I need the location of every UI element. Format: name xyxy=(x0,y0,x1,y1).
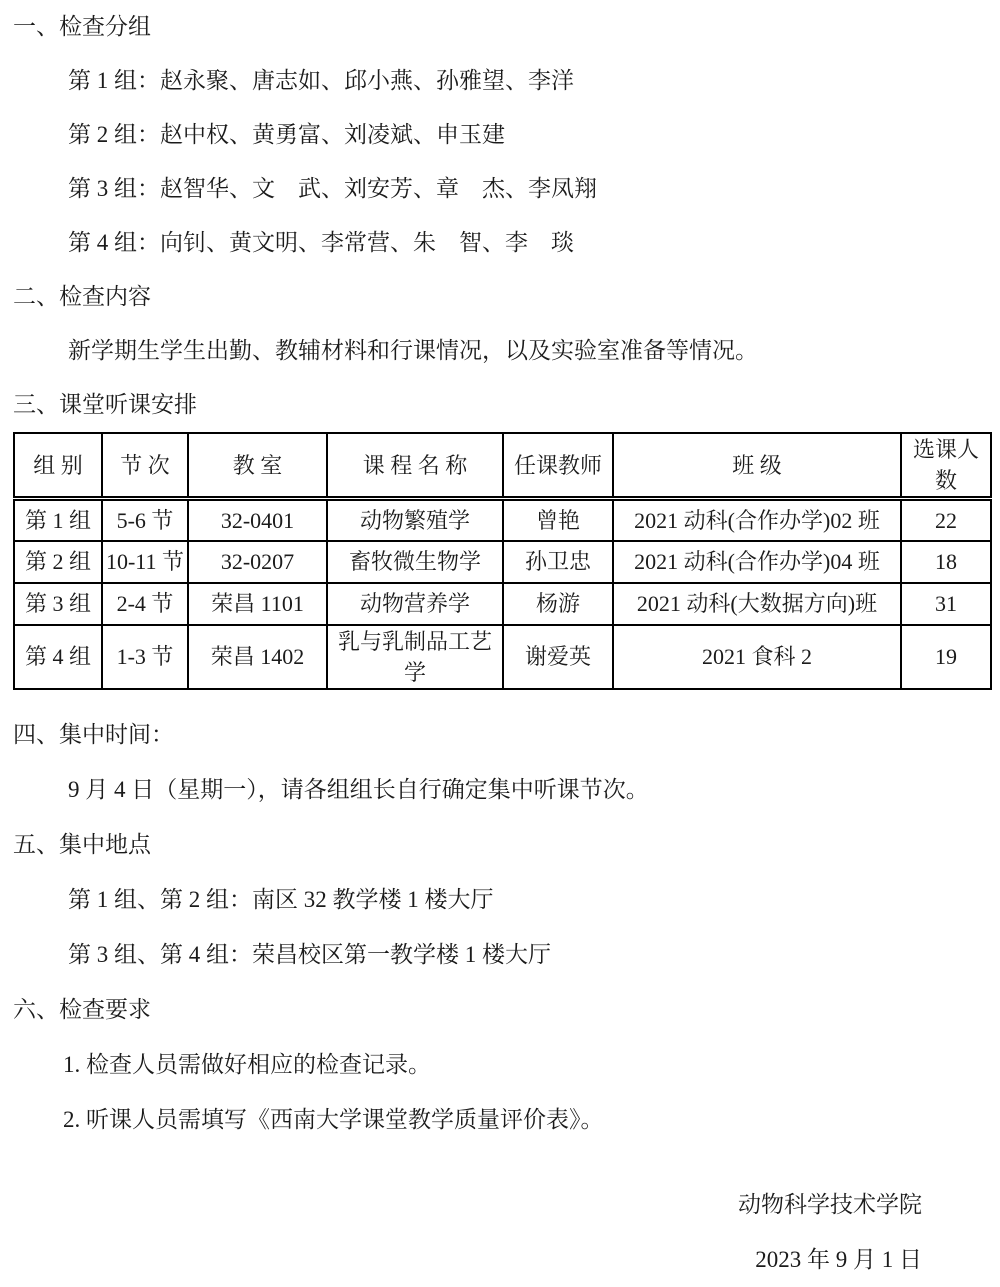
group-3-members: 第 3 组：赵智华、文 武、刘安芳、章 杰、李凤翔 xyxy=(68,176,597,201)
section-1-heading: 一、检查分组 xyxy=(13,14,151,39)
cell-classroom: 荣昌 1402 xyxy=(188,625,327,689)
cell-classroom: 32-0401 xyxy=(188,499,327,541)
lower-sections xyxy=(13,707,990,1147)
section-4-body: 9 月 4 日（星期一），请各组组长自行确定集中听课节次。 xyxy=(68,776,649,802)
table-header-row xyxy=(14,433,991,499)
section-6-heading: 六、检查要求 xyxy=(13,996,151,1022)
requirement-2: 2. 听课人员需填写《西南大学课堂教学质量评价表》。 xyxy=(63,1106,604,1132)
cell-enrollment: 22 xyxy=(901,499,991,541)
cell-course: 乳与乳制品工艺学 xyxy=(327,625,503,689)
cell-group: 第 2 组 xyxy=(14,541,102,583)
cell-class: 2021 动科(大数据方向)班 xyxy=(613,583,901,625)
cell-period: 2-4 节 xyxy=(102,583,188,625)
col-header-course: 课 程 名 称 xyxy=(327,433,503,499)
table-row xyxy=(14,625,991,689)
class-observation-schedule-table xyxy=(13,432,992,690)
cell-class: 2021 动科(合作办学)04 班 xyxy=(613,541,901,583)
cell-classroom: 32-0207 xyxy=(188,541,327,583)
section-2-body: 新学期生学生出勤、教辅材料和行课情况，以及实验室准备等情况。 xyxy=(68,338,758,363)
cell-group: 第 1 组 xyxy=(14,499,102,541)
col-header-period: 节 次 xyxy=(102,433,188,499)
section-2-heading: 二、检查内容 xyxy=(13,284,151,309)
table-row xyxy=(14,541,991,583)
cell-course: 畜牧微生物学 xyxy=(327,541,503,583)
section-4-heading: 四、集中时间： xyxy=(13,721,174,747)
col-header-class: 班 级 xyxy=(613,433,901,499)
cell-class: 2021 动科(合作办学)02 班 xyxy=(613,499,901,541)
cell-teacher: 曾艳 xyxy=(503,499,613,541)
cell-teacher: 杨游 xyxy=(503,583,613,625)
signature-date: 2023 年 9 月 1 日 xyxy=(755,1246,922,1272)
col-header-enrollment: 选课人数 xyxy=(901,433,991,499)
cell-enrollment: 19 xyxy=(901,625,991,689)
cell-enrollment: 18 xyxy=(901,541,991,583)
section-5-heading: 五、集中地点 xyxy=(13,831,151,857)
requirement-1: 1. 检查人员需做好相应的检查记录。 xyxy=(63,1051,431,1077)
table-row xyxy=(14,583,991,625)
cell-course: 动物营养学 xyxy=(327,583,503,625)
col-header-classroom: 教 室 xyxy=(188,433,327,499)
cell-enrollment: 31 xyxy=(901,583,991,625)
cell-period: 5-6 节 xyxy=(102,499,188,541)
signature-org: 动物科学技术学院 xyxy=(738,1191,922,1217)
group-4-members: 第 4 组：向钊、黄文明、李常营、朱 智、李 琰 xyxy=(68,230,574,255)
cell-period: 1-3 节 xyxy=(102,625,188,689)
cell-class: 2021 食科 2 xyxy=(613,625,901,689)
col-header-teacher: 任课教师 xyxy=(503,433,613,499)
cell-group: 第 3 组 xyxy=(14,583,102,625)
cell-group: 第 4 组 xyxy=(14,625,102,689)
location-groups-3-4: 第 3 组、第 4 组：荣昌校区第一教学楼 1 楼大厅 xyxy=(68,941,551,967)
group-1-members: 第 1 组：赵永聚、唐志如、邱小燕、孙雅望、李洋 xyxy=(68,68,574,93)
cell-course: 动物繁殖学 xyxy=(327,499,503,541)
cell-teacher: 孙卫忠 xyxy=(503,541,613,583)
col-header-group: 组 别 xyxy=(14,433,102,499)
table-row xyxy=(14,499,991,541)
cell-teacher: 谢爱英 xyxy=(503,625,613,689)
signature-block xyxy=(13,1177,990,1287)
cell-classroom: 荣昌 1101 xyxy=(188,583,327,625)
location-groups-1-2: 第 1 组、第 2 组：南区 32 教学楼 1 楼大厅 xyxy=(68,886,494,912)
section-3-heading: 三、课堂听课安排 xyxy=(13,392,197,417)
group-2-members: 第 2 组：赵中权、黄勇富、刘凌斌、申玉建 xyxy=(68,122,505,147)
cell-period: 10-11 节 xyxy=(102,541,188,583)
